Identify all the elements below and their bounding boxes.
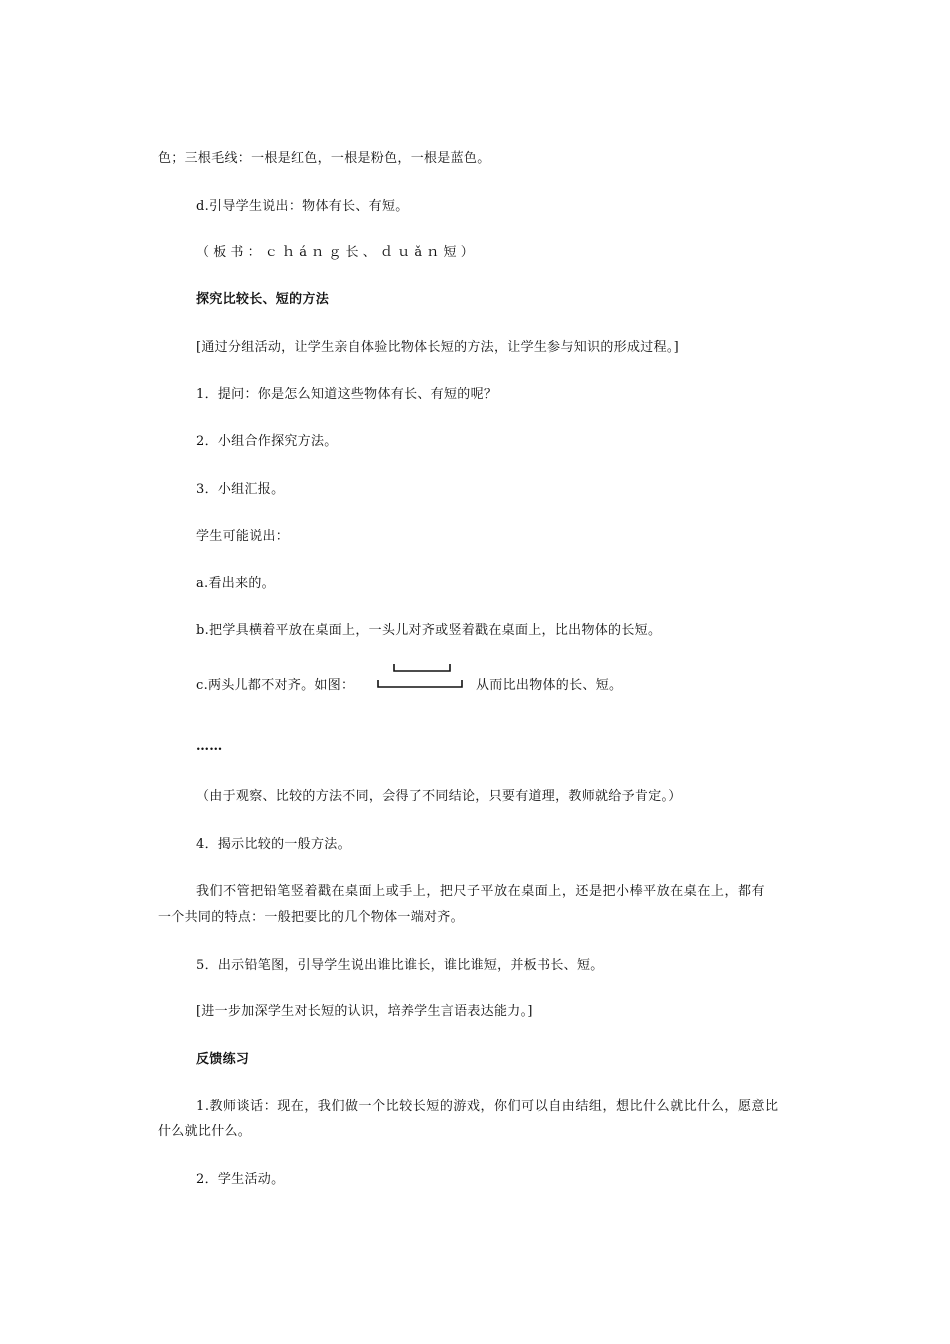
section-heading-explore: 探究比较长、短的方法 (196, 292, 330, 307)
paragraph-colors: 色；三根毛线：一根是红色，一根是粉色，一根是蓝色。 (158, 151, 491, 166)
paragraph-intent-note: [通过分组活动，让学生亲自体验比物体长短的方法，让学生参与知识的形成过程。] (196, 340, 680, 355)
section-heading-feedback: 反馈练习 (196, 1052, 250, 1067)
long-bar (378, 680, 462, 687)
paragraph-game-line1: 1.教师谈话：现在，我们做一个比较长短的游戏，你们可以自由结组，想比什么就比什么，愿意比 (196, 1099, 779, 1114)
paragraph-answer-c: c.两头儿都不对齐。如图： (196, 678, 355, 693)
paragraph-teacher-affirm: （由于观察、比较的方法不同，会得了不同结论，只要有道理，教师就给予肯定。） (196, 789, 682, 804)
short-bar (394, 664, 450, 671)
paragraph-common-feature-line1: 我们不管把铅笔竖着戳在桌面上或手上，把尺子平放在桌面上，还是把小棒平放在桌在上，都有 (196, 884, 766, 899)
paragraph-step-4: 4．揭示比较的一般方法。 (196, 837, 351, 852)
paragraph-step-2: 2．小组合作探究方法。 (196, 434, 338, 449)
paragraph-step-3: 3．小组汇报。 (196, 482, 285, 497)
paragraph-intent-note-2: [进一步加深学生对长短的认识，培养学生言语表达能力。] (196, 1004, 533, 1019)
paragraph-step-d: d.引导学生说出：物体有长、有短。 (196, 199, 409, 214)
paragraph-answer-c-result: 从而比出物体的长、短。 (476, 678, 623, 693)
paragraph-common-feature-line2: 一个共同的特点：一般把要比的几个物体一端对齐。 (158, 910, 464, 925)
length-comparison-diagram (374, 660, 466, 690)
paragraph-answer-a: a.看出来的。 (196, 576, 275, 591)
paragraph-game-line2: 什么就比什么。 (158, 1124, 252, 1139)
paragraph-students-may-say: 学生可能说出： (196, 529, 290, 544)
paragraph-step-5: 5．出示铅笔图，引导学生说出谁比谁长，谁比谁短，并板书长、短。 (196, 958, 604, 973)
paragraph-answer-b: b.把学具横着平放在桌面上，一头儿对齐或竖着戳在桌面上，比出物体的长短。 (196, 623, 662, 638)
paragraph-student-activity: 2．学生活动。 (196, 1172, 285, 1187)
paragraph-step-1: 1．提问：你是怎么知道这些物体有长、有短的呢？ (196, 387, 498, 402)
ellipsis: …… (196, 739, 223, 754)
paragraph-blackboard-note: （板书：ｃｈáｎｇ长、ｄｕǎｎ短） (196, 245, 478, 260)
